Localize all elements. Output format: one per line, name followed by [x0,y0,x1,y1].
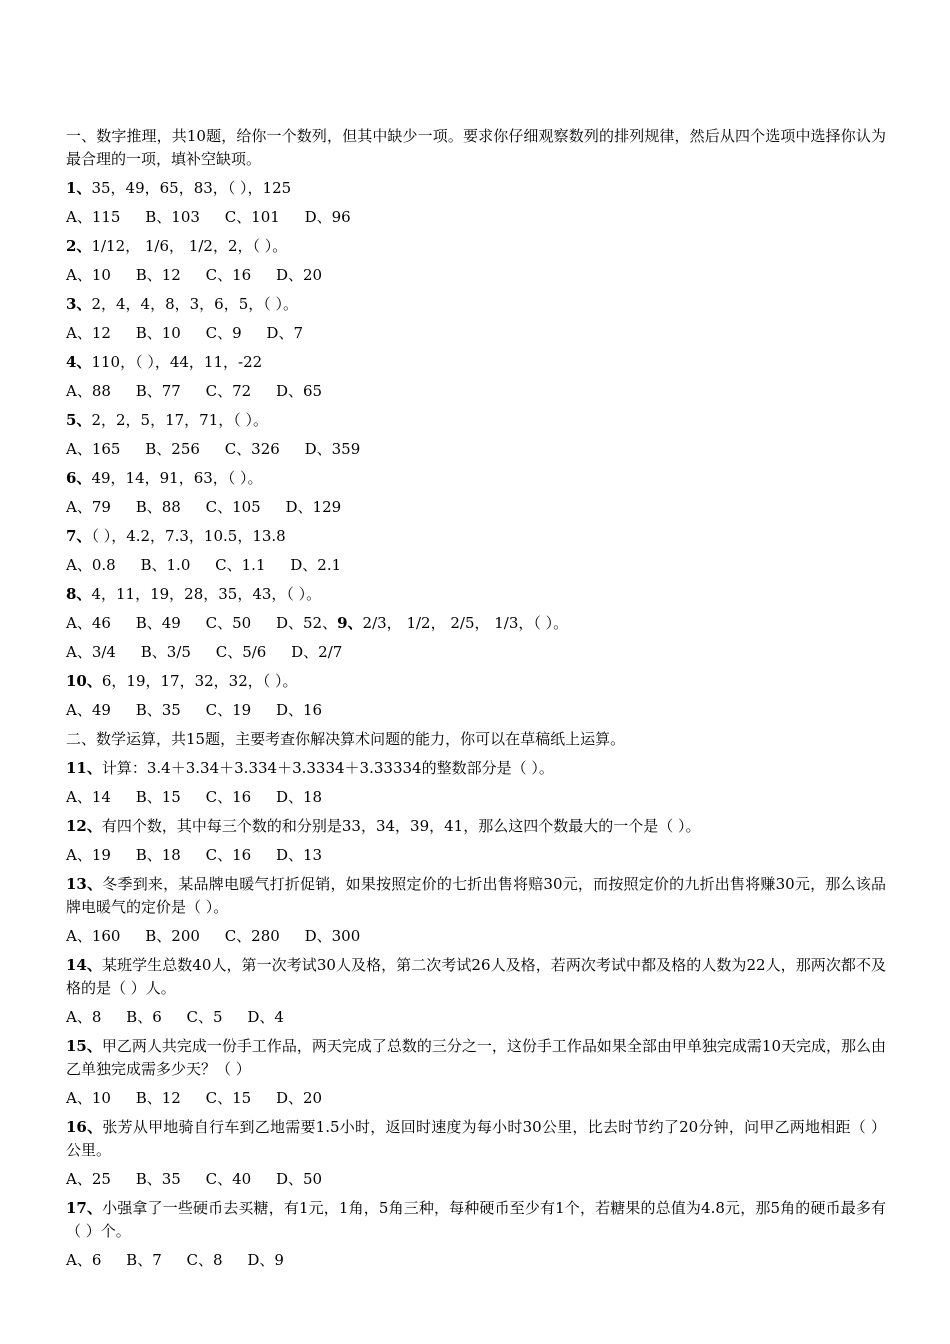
option-a: A、49 [66,701,111,719]
option-d: D、9 [247,1251,284,1269]
question-text: 甲乙两人共完成一份手工作品，两天完成了总数的三分之一，这份手工作品如果全部由甲单独完成需10天完成，那么由乙单独完成需多少天？（ ） [66,1037,887,1078]
option-c: C、16 [205,266,252,284]
option-c: C、72 [205,382,252,400]
question-text: 2，4，4，8，3，6，5，（ ）。 [91,295,299,313]
question-number: 7、 [66,527,92,545]
option-a: A、46 [66,614,111,632]
option-a: A、10 [66,266,111,284]
question-number: 4、 [66,353,92,371]
option-a: A、10 [66,1089,111,1107]
options-5 [66,435,886,464]
option-a: A、79 [66,498,111,516]
option-b: B、12 [135,266,181,284]
question-number: 2、 [66,237,92,255]
question-text: 张芳从甲地骑自行车到乙地需要1.5小时，返回时速度为每小时30公里，比去时节约了20分钟，问甲乙两地相距（ ）公里。 [66,1118,887,1159]
option-c: C、326 [224,440,280,458]
document-page [66,122,886,1275]
question-17 [66,1194,886,1246]
option-d: D、20 [275,266,323,284]
option-b: B、10 [135,324,181,342]
question-2 [66,232,886,261]
question-text: 冬季到来，某品牌电暖气打折促销，如果按照定价的七折出售将赔30元，而按照定价的九折出售将赚30元，那么该品牌电暖气的定价是（ ）。 [66,875,886,916]
option-b: B、103 [145,208,200,226]
option-b: B、1.0 [140,556,191,574]
option-d: D、96 [304,208,351,226]
option-d: D、359 [304,440,361,458]
question-number: 16、 [66,1118,103,1136]
option-d: D、13 [275,846,323,864]
options-12 [66,841,886,870]
option-d: D、20 [275,1089,323,1107]
question-13 [66,870,886,922]
question-8 [66,580,886,609]
question-text: 2/3， 1/2， 2/5， 1/3，（ ）。 [362,614,569,632]
question-text: 小强拿了一些硬币去买糖，有1元，1角，5角三种，每种硬币至少有1个，若糖果的总值为4.8元，那5角的硬币最多有（ ）个。 [66,1199,887,1240]
question-number: 17、 [66,1199,103,1217]
option-d: D、300 [304,927,361,945]
option-b: B、35 [135,701,181,719]
option-a: A、8 [66,1008,102,1026]
option-b: B、200 [145,927,200,945]
options-13 [66,922,886,951]
options-11 [66,783,886,812]
question-text: 110，（ ），44，11，-22 [91,353,263,371]
question-number: 12、 [66,817,102,835]
question-text: 35，49，65，83，（ ），125 [91,179,292,197]
question-text: （ ），4.2，7.3，10.5，13.8 [91,527,286,545]
option-a: A、14 [66,788,111,806]
option-b: B、77 [135,382,181,400]
option-c: C、1.1 [215,556,266,574]
question-number: 8、 [66,585,92,603]
option-a: A、6 [66,1251,102,1269]
option-b: B、88 [135,498,181,516]
question-text: 49，14，91，63，（ ）。 [91,469,263,487]
options-9 [66,638,886,667]
question-6 [66,464,886,493]
option-c: C、40 [205,1170,252,1188]
options-17 [66,1246,886,1275]
option-c: C、280 [224,927,280,945]
options-6 [66,493,886,522]
option-d: D、4 [247,1008,284,1026]
option-a: A、88 [66,382,111,400]
question-10 [66,667,886,696]
option-b: B、6 [126,1008,162,1026]
option-d: D、18 [275,788,323,806]
question-number: 6、 [66,469,92,487]
options-16 [66,1165,886,1194]
question-text: 4，11，19，28，35，43，（ ）。 [91,585,322,603]
option-c: C、5/6 [215,643,267,661]
option-d: D、52、 [275,614,338,632]
question-4 [66,348,886,377]
options-4 [66,377,886,406]
option-c: C、5 [186,1008,223,1026]
question-number: 10、 [66,672,102,690]
options-14 [66,1003,886,1032]
question-text: 6，19，17，32，32，（ ）。 [101,672,298,690]
option-b: B、49 [135,614,181,632]
option-d: D、2/7 [291,643,343,661]
question-text: 某班学生总数40人，第一次考试30人及格，第二次考试26人及格，若两次考试中都及格的人数为22人，那两次都不及格的是（ ）人。 [66,956,886,997]
question-number: 13、 [66,875,103,893]
option-b: B、12 [135,1089,181,1107]
option-c: C、105 [205,498,261,516]
option-d: D、129 [285,498,342,516]
options-10 [66,696,886,725]
option-c: C、101 [224,208,280,226]
options-7 [66,551,886,580]
option-a: A、12 [66,324,111,342]
question-12 [66,812,886,841]
question-15 [66,1032,886,1084]
question-number: 1、 [66,179,92,197]
option-a: A、160 [66,927,121,945]
option-c: C、16 [205,788,252,806]
question-text: 1/12， 1/6， 1/2，2，（ ）。 [91,237,288,255]
option-b: B、18 [135,846,181,864]
question-text: 有四个数，其中每三个数的和分别是33，34，39，41，那么这四个数最大的一个是（ ）。 [101,817,701,835]
options-8-with-question-9 [66,609,886,638]
option-c: C、50 [205,614,252,632]
question-7 [66,522,886,551]
question-number: 9、 [337,614,363,632]
option-c: C、15 [205,1089,252,1107]
option-b: B、7 [126,1251,162,1269]
question-11 [66,754,886,783]
question-3 [66,290,886,319]
option-b: B、35 [135,1170,181,1188]
options-15 [66,1084,886,1113]
option-a: A、25 [66,1170,111,1188]
option-d: D、16 [275,701,323,719]
option-c: C、16 [205,846,252,864]
option-b: B、15 [135,788,181,806]
question-number: 5、 [66,411,92,429]
question-16 [66,1113,886,1165]
option-d: D、65 [275,382,323,400]
option-a: A、0.8 [66,556,116,574]
options-1 [66,203,886,232]
question-14 [66,951,886,1003]
section-2-intro: 二、数学运算，共15题，主要考查你解决算术问题的能力，你可以在草稿纸上运算。 [66,730,626,748]
option-a: A、19 [66,846,111,864]
question-number: 11、 [66,759,102,777]
option-d: D、50 [275,1170,323,1188]
section-1-intro: 一、数字推理，共10题，给你一个数列，但其中缺少一项。要求你仔细观察数列的排列规律，然后从四个选项中选择你认为最合理的一项，填补空缺项。 [66,127,886,168]
question-number: 14、 [66,956,102,974]
option-c: C、8 [186,1251,223,1269]
option-a: A、165 [66,440,121,458]
option-c: C、19 [205,701,252,719]
options-3 [66,319,886,348]
option-b: B、256 [145,440,200,458]
option-c: C、9 [205,324,242,342]
question-text: 计算：3.4＋3.34＋3.334＋3.3334＋3.33334的整数部分是（ ）。 [101,759,554,777]
question-text: 2，2，5，17，71，（ ）。 [91,411,269,429]
options-2 [66,261,886,290]
question-5 [66,406,886,435]
option-a: A、115 [66,208,121,226]
question-1 [66,174,886,203]
question-number: 15、 [66,1037,102,1055]
option-d: D、2.1 [290,556,342,574]
option-a: A、3/4 [66,643,116,661]
question-number: 3、 [66,295,92,313]
option-b: B、3/5 [140,643,191,661]
option-d: D、7 [266,324,303,342]
